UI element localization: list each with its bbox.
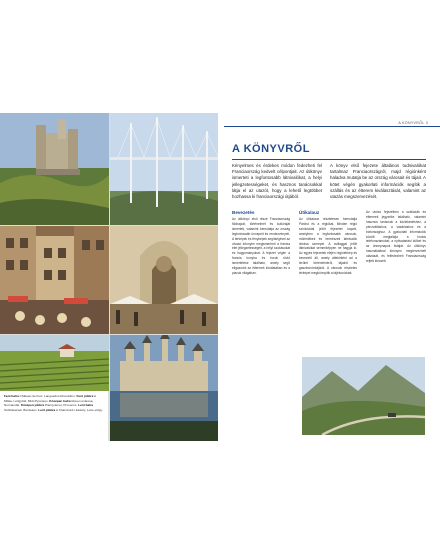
photo-mountain-road bbox=[302, 357, 425, 435]
running-head: A KÖNYVRŐL 3 bbox=[398, 121, 428, 125]
caption-item: Fent jobbra A Millau-i völgyhíd, Midi-Pyrénées. bbox=[4, 394, 96, 403]
page-title: A KÖNYVRŐL bbox=[232, 143, 310, 155]
photo-viaduct-bridge bbox=[110, 113, 218, 225]
intro-right: A könyv első fejezete általános tudnivalókat tartalmaz Franciaországról, majd régiónként haladva mutatja be az ország városait és tájait. A kötet végén gyakorlati információk segítik a szállás és az étterem kiválasztását, valamint az utazás megszervezését. bbox=[330, 163, 426, 200]
photo-castle-on-hill bbox=[0, 113, 109, 225]
caption-item: Lent jobbra A Chambord-i kastély, Loire-völgy. bbox=[38, 407, 103, 412]
caption-item: Lent balra Szőlőskertek, Bordeaux. bbox=[4, 403, 93, 412]
section-body: Az útikönyv első része Franciaország földrajzát, történelmét és kultúráját ismerteti, valamint bemutatja az ország legfontosabb ünnepeit és rendezvényeit. A térképek és fényképek segítségével az olvasó könnyen megismerheti a francia élet jellegzetességeit, a helyi szokásokat és hagyományokat. A fejezet végén a francia konyha és borok rövid ismertetése található, amely segít eligazodni az éttermek kínálatában és a piacok világában. bbox=[232, 217, 290, 275]
photo-collage bbox=[0, 113, 218, 441]
photo-caption bbox=[0, 391, 108, 441]
header-rule bbox=[224, 126, 440, 127]
title-rule bbox=[232, 159, 426, 160]
caption-item: Középen balra Rouen óvárosa, Normandia. bbox=[4, 398, 94, 408]
caption-item: Fent balra Château de Foix, Languedoc-Roussillon. bbox=[4, 394, 77, 398]
section-heading: Bevezetés bbox=[232, 210, 255, 215]
text-page bbox=[218, 113, 440, 441]
intro-left: Kényelmes és érdekes módon fedezheti fel Franciaország kedvelt célpontjait. Az útikönyv ismerteti a legfontosabb látnivalókat, a helyi jellegzetességeket, és hasznos tanácsokkal látja el az utazót, hogy a lehető legtöbbet hozhassa ki franciaországi útjából. bbox=[232, 163, 322, 200]
photo-cathedral-market bbox=[110, 226, 218, 334]
section-body: Az utolsó fejezetben a szállodák és éttermek jegyzéke található, valamint hasznos tanácsok a közlekedéshez, a pénzváltáshoz, a vásárláshoz és a biztonsághoz. A gyakorlati információk között megtalálja a fontos telefonszámokat, a nyitvatartási időket és az ünnepnapok listáját. Az útikönyv használatával könnyen megtervezheti utazását, és felfedezheti Franciaország rejtett kincseit. bbox=[366, 210, 426, 264]
photo-chateau-reflection bbox=[110, 335, 218, 441]
section-body: Az útikalauz részletesen bemutatja Párizst és a régiókat. Minden régió színkóddal jelölt fejezetet kapott, amelyben a legfontosabb városok, műemlékek és természeti látnivalók leírása szerepel. A csillaggal jelölt látnivalókat semmiképpen ne hagyja ki. Az egyes fejezetek elején régiótérkép és bevezető áll, amely áttekintést ad a terület történelméről, tájairól és gasztronómiájáról. A városok részletes térképei megkönnyítik a tájékozódást. bbox=[299, 217, 357, 275]
photo-old-town bbox=[0, 226, 109, 334]
caption-item: Középen jobbra Piaci jelenet, Provence. bbox=[20, 403, 79, 408]
book-spread bbox=[0, 113, 440, 441]
photo-vineyard bbox=[0, 335, 109, 391]
section-heading: Útikalauz bbox=[299, 210, 320, 215]
